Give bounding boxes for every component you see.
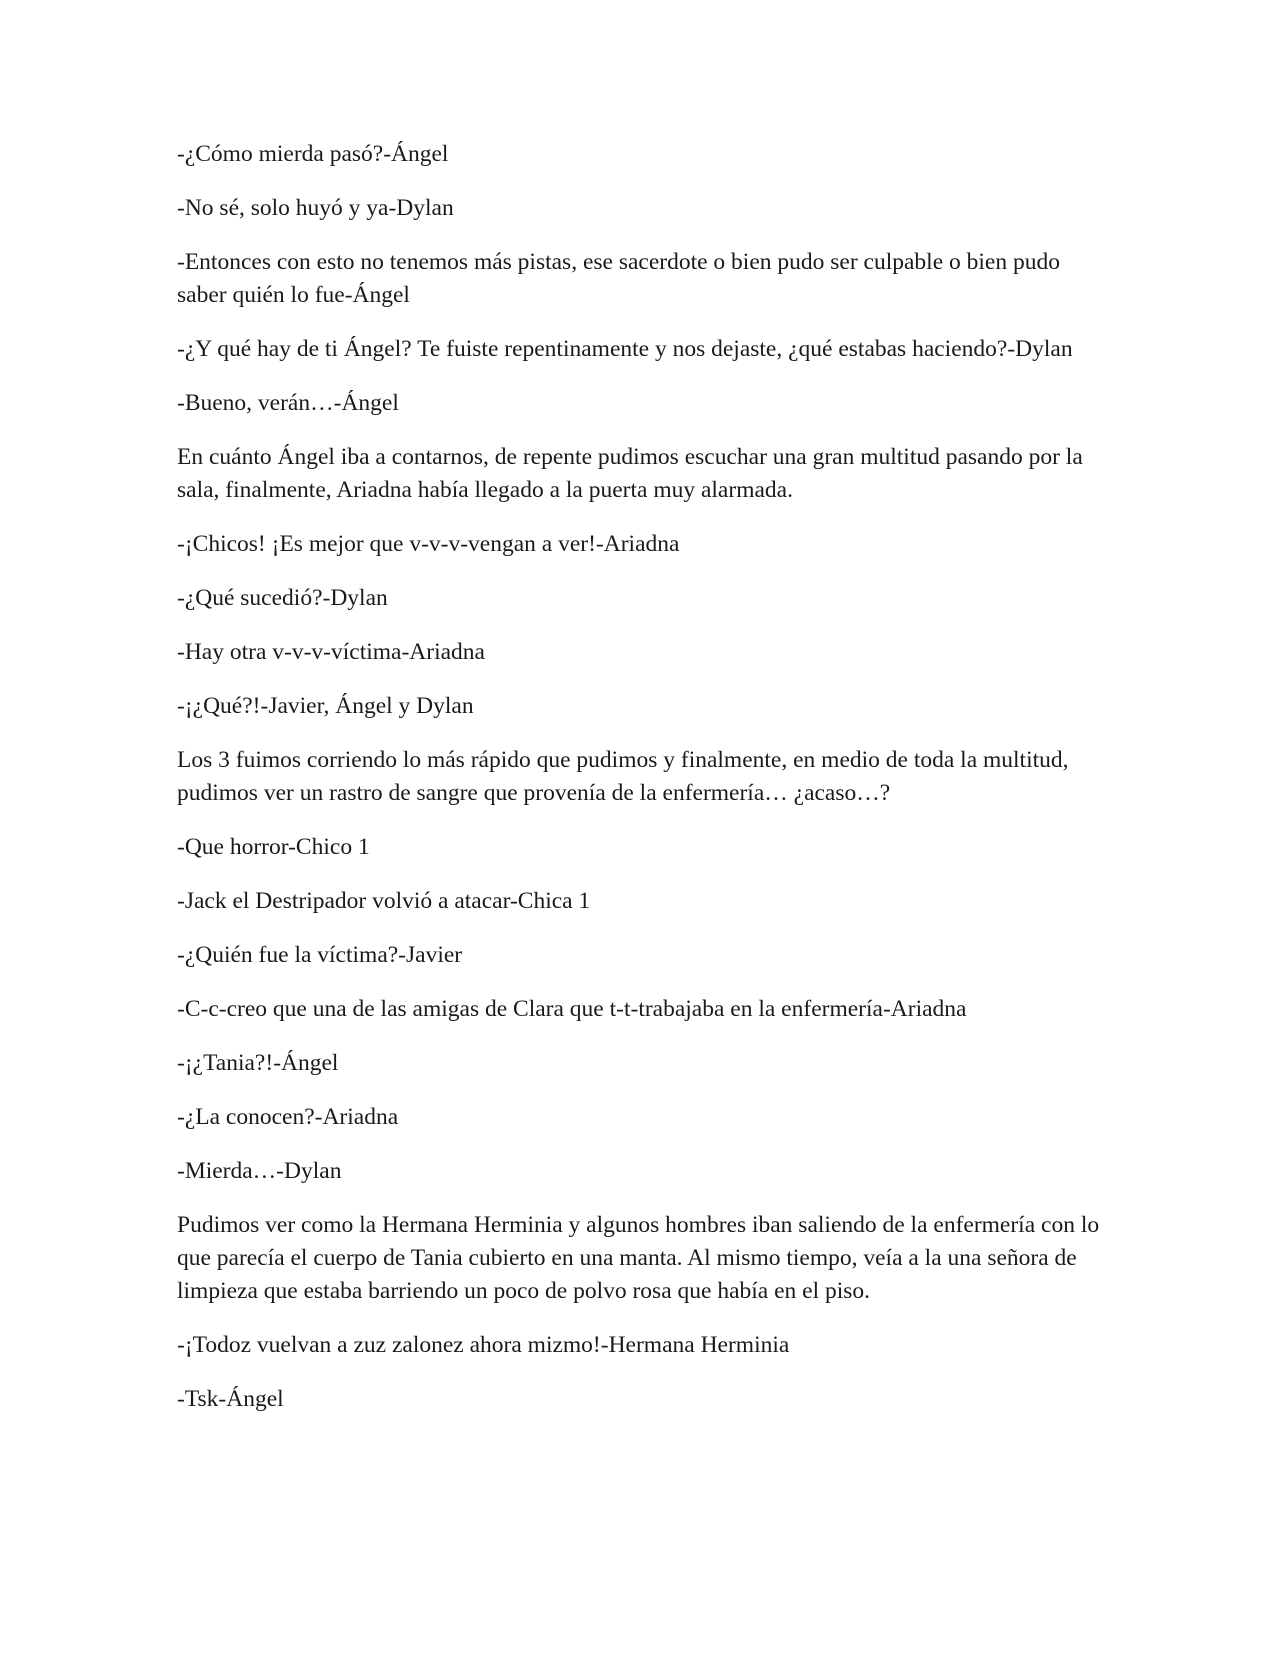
paragraph: -¡¿Qué?!-Javier, Ángel y Dylan: [177, 693, 474, 719]
paragraph: -¿Quién fue la víctima?-Javier: [177, 942, 463, 968]
paragraph: -C-c-creo que una de las amigas de Clara que t-t-trabajaba en la enfermería-Ariadna: [177, 996, 967, 1022]
paragraph: Pudimos ver como la Hermana Herminia y algunos hombres iban saliendo de la enfermería con lo que parecía el cuerpo de Tania cubierto en una manta. Al mismo tiempo, veía a la una señora de limpieza que estaba barriendo un poco de polvo rosa que había en el piso.: [177, 1212, 1100, 1304]
paragraph: -Entonces con esto no tenemos más pistas, ese sacerdote o bien pudo ser culpable o bien pudo saber quién lo fue-Ángel: [177, 249, 1060, 308]
paragraph: -¿Cómo mierda pasó?-Ángel: [177, 141, 449, 167]
paragraph: -Mierda…-Dylan: [177, 1158, 342, 1184]
paragraph: -¿Y qué hay de ti Ángel? Te fuiste repentinamente y nos dejaste, ¿qué estabas haciendo?-Dylan: [177, 336, 1073, 362]
paragraph: En cuánto Ángel iba a contarnos, de repente pudimos escuchar una gran multitud pasando por la sala, finalmente, Ariadna había llegado a la puerta muy alarmada.: [177, 444, 1083, 503]
paragraph: -¡Todoz vuelvan a zuz zalonez ahora mizmo!-Hermana Herminia: [177, 1332, 790, 1358]
paragraph: -Que horror-Chico 1: [177, 834, 370, 860]
document-body: [177, 138, 1102, 1437]
paragraph: -Bueno, verán…-Ángel: [177, 390, 399, 416]
paragraph: -No sé, solo huyó y ya-Dylan: [177, 195, 454, 221]
paragraph: -¿La conocen?-Ariadna: [177, 1104, 399, 1130]
paragraph: -¡¿Tania?!-Ángel: [177, 1050, 339, 1076]
paragraph: -¿Qué sucedió?-Dylan: [177, 585, 388, 611]
paragraph: -Hay otra v-v-v-víctima-Ariadna: [177, 639, 485, 665]
paragraph: -Tsk-Ángel: [177, 1386, 284, 1412]
paragraph: -¡Chicos! ¡Es mejor que v-v-v-vengan a ver!-Ariadna: [177, 531, 680, 557]
paragraph: Los 3 fuimos corriendo lo más rápido que pudimos y finalmente, en medio de toda la multitud, pudimos ver un rastro de sangre que provenía de la enfermería… ¿acaso…?: [177, 747, 1069, 806]
paragraph: -Jack el Destripador volvió a atacar-Chica 1: [177, 888, 591, 914]
